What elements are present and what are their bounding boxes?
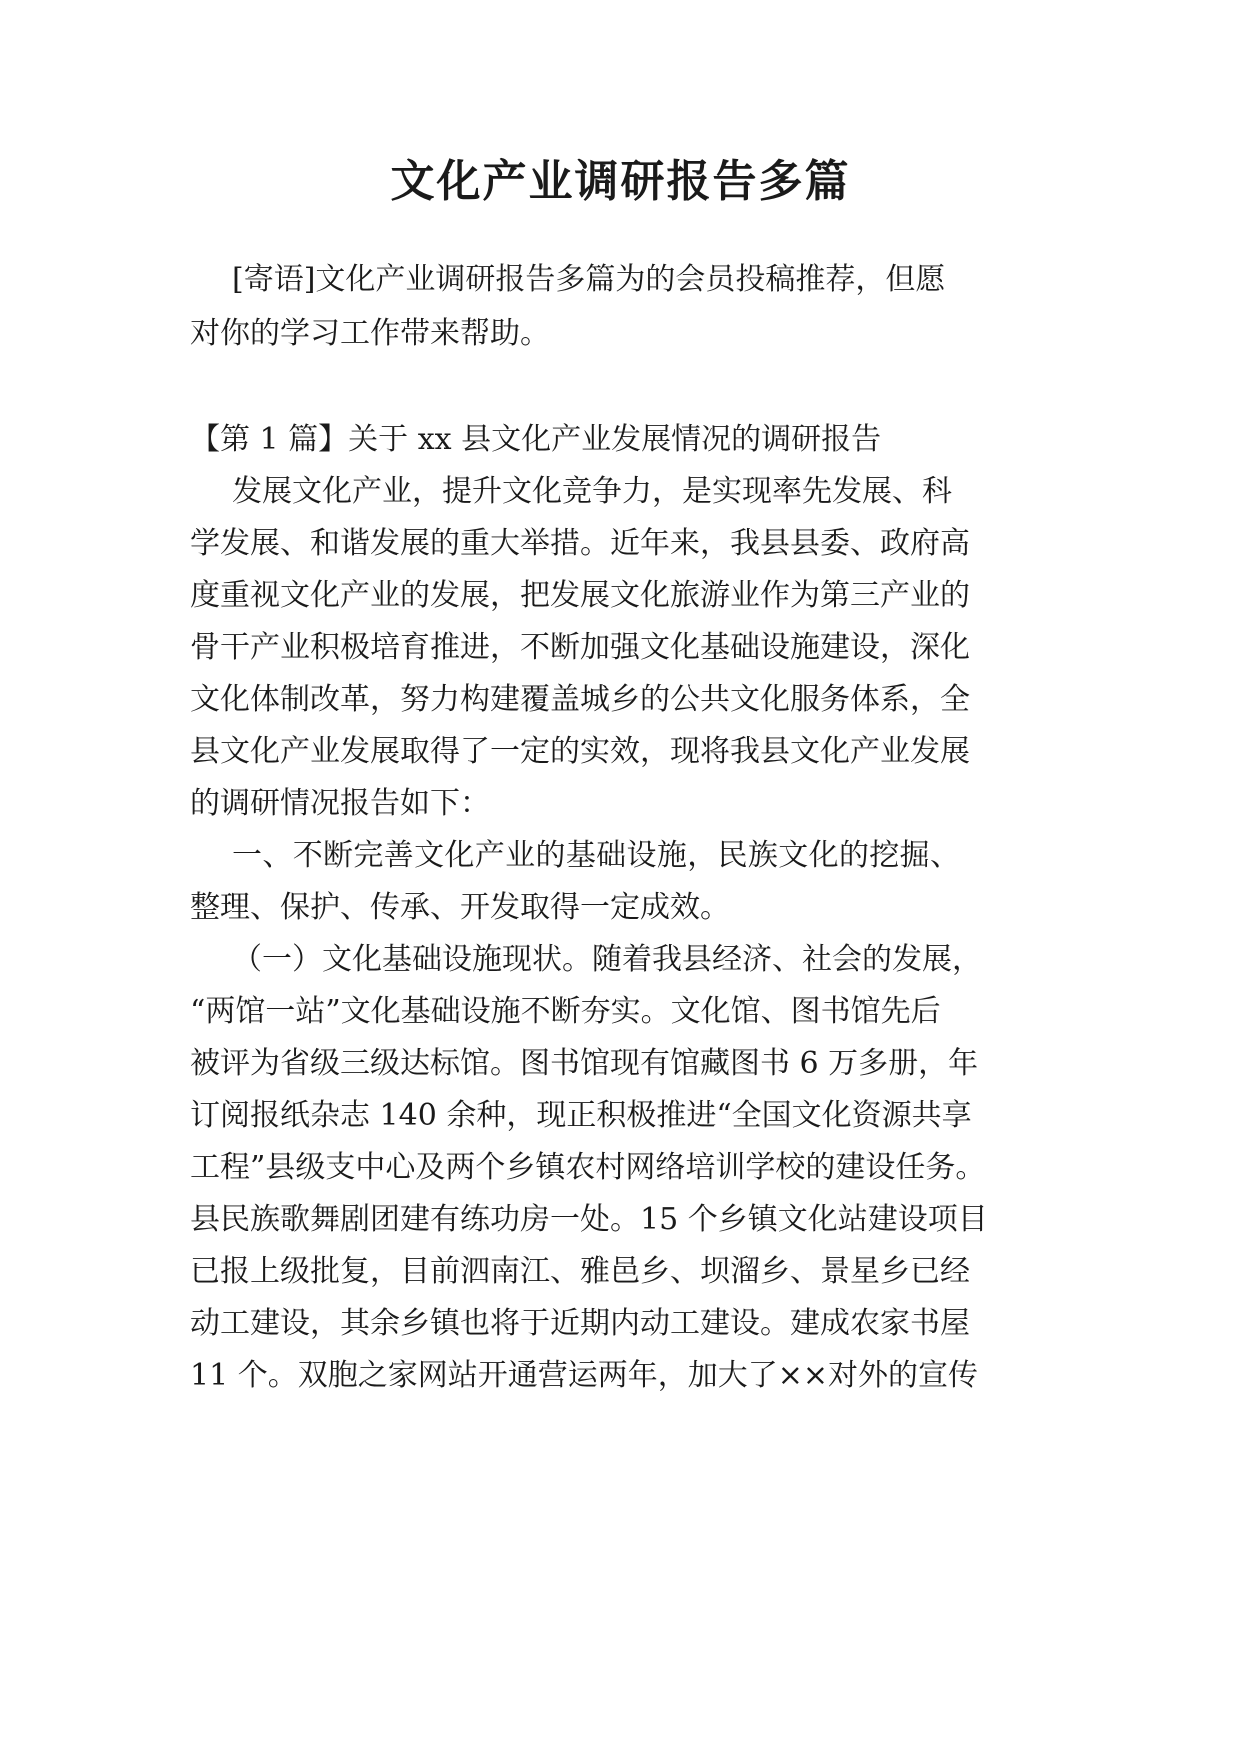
text-line: 已报上级批复，目前泗南江、雅邑乡、坝溜乡、景星乡已经 [190, 1254, 970, 1289]
text-line: 对你的学习工作带来帮助。 [190, 316, 550, 351]
text-line: 的调研情况报告如下： [190, 786, 490, 821]
text-line: 度重视文化产业的发展，把发展文化旅游业作为第三产业的 [190, 578, 970, 613]
text-line: 县民族歌舞剧团建有练功房一处。15 个乡镇文化站建设项目 [190, 1202, 988, 1237]
text-line: 县文化产业发展取得了一定的实效，现将我县文化产业发展 [190, 734, 970, 769]
text-line: 发展文化产业，提升文化竞争力，是实现率先发展、科 [232, 474, 952, 509]
section-heading: 【第 1 篇】关于 xx 县文化产业发展情况的调研报告 [190, 422, 882, 457]
text-line: 骨干产业积极培育推进，不断加强文化基础设施建设，深化 [190, 630, 970, 665]
text-line: 动工建设，其余乡镇也将于近期内动工建设。建成农家书屋 [190, 1306, 970, 1341]
text-line: 工程”县级支中心及两个乡镇农村网络培训学校的建设任务。 [190, 1150, 986, 1185]
text-line: 文化体制改革，努力构建覆盖城乡的公共文化服务体系，全 [190, 682, 970, 717]
text-line: 学发展、和谐发展的重大举措。近年来，我县县委、政府高 [190, 526, 970, 561]
text-line: “两馆一站”文化基础设施不断夯实。文化馆、图书馆先后 [190, 994, 941, 1029]
text-line: 一、不断完善文化产业的基础设施，民族文化的挖掘、 [232, 838, 960, 873]
text-line: [寄语]文化产业调研报告多篇为的会员投稿推荐，但愿 [232, 262, 946, 297]
text-line: 整理、保护、传承、开发取得一定成效。 [190, 890, 730, 925]
document-title: 文化产业调研报告多篇 [390, 156, 851, 207]
text-line: 被评为省级三级达标馆。图书馆现有馆藏图书 6 万多册，年 [190, 1046, 979, 1081]
text-line: 11 个。双胞之家网站开通营运两年，加大了××对外的宣传 [190, 1358, 978, 1393]
text-line: （一）文化基础设施现状。随着我县经济、社会的发展， [232, 942, 982, 977]
text-line: 订阅报纸杂志 140 余种，现正积极推进“全国文化资源共享 [190, 1098, 972, 1133]
